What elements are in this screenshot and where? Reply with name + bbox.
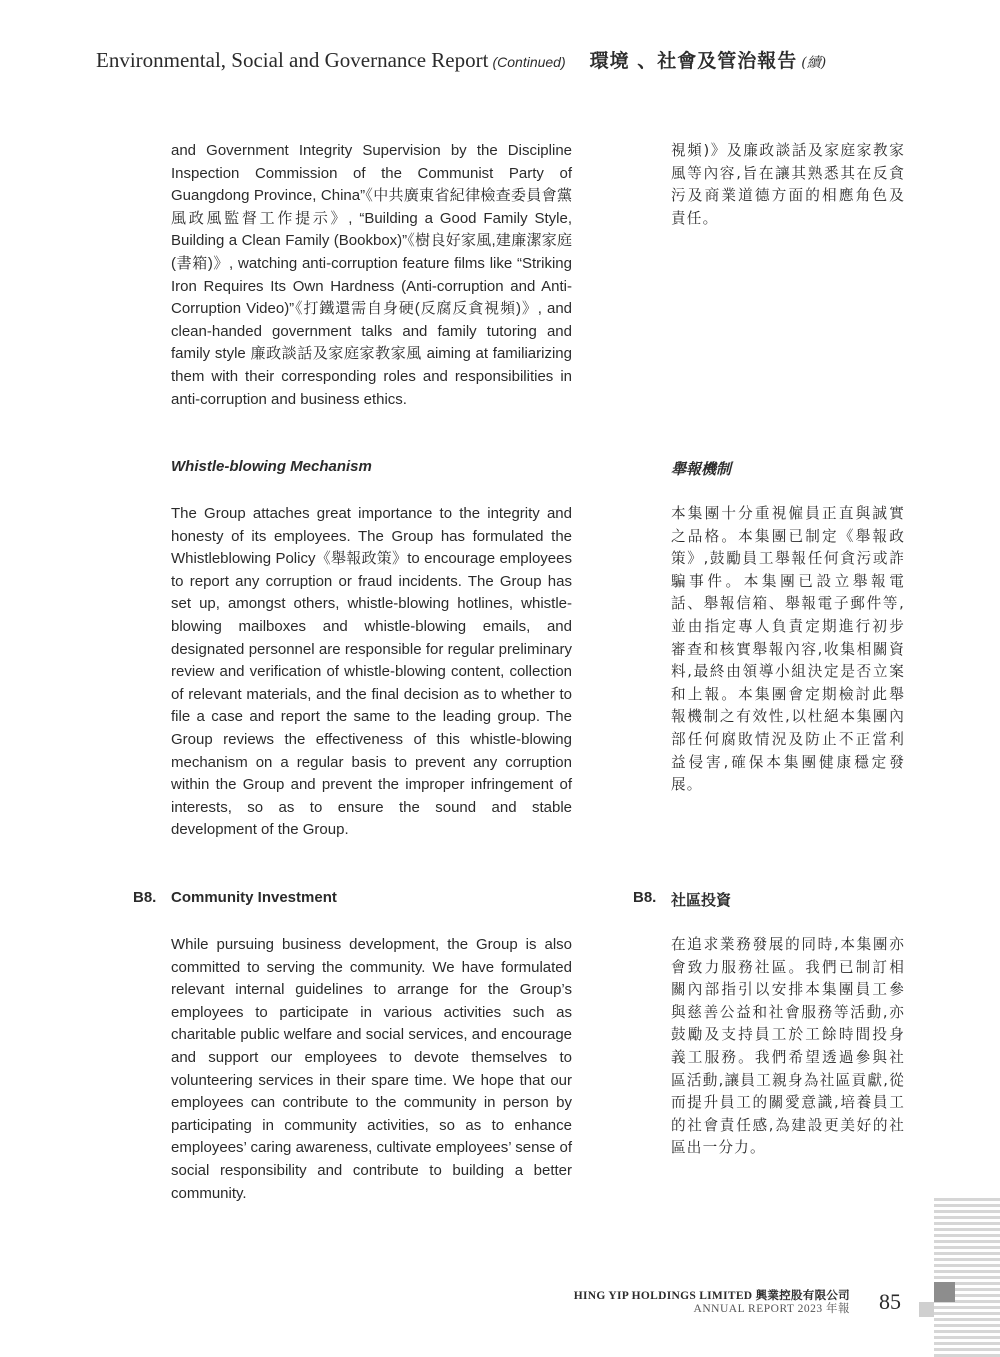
header-continued-en: (Continued) (492, 54, 566, 70)
intro-text-en: and Government Integrity Supervision by the Discipline Inspection Commission of the Communist Party of Guangdong Province, China”《中共廣東省紀律檢查委員會黨風政風監督工作提示》, “Building a Good Family Style, Building a Clean Family (Bookbox)”《樹良好家風,建廉潔家庭(書箱)》, watching anti-corruption feature films like “Striking Iron Requires Its Own Hardness (Anti-corruption and Anti-Corruption Video)”《打鐵還需自身硬(反腐反貪視頻)》, and clean-handed government talks and family tutoring and family style 廉政談話及家庭家教家風 aiming at familiarizing them with their corresponding roles and responsibilities in anti-corruption and business ethics. (171, 142, 572, 408)
whistle-text-zh: 本集團十分重視僱員正直與誠實之品格。本集團已制定《舉報政策》,鼓勵員工舉報任何貪污或詐騙事件。本集團已設立舉報電話、舉報信箱、舉報電子郵件等,並由指定專人負責定期進行初步審查和核實舉報內容,收集相關資料,最終由領導小組決定是否立案和上報。本集團會定期檢討此舉報機制之有效性,以杜絕本集團內部任何腐敗情況及防止不正當利益侵害,確保本集團健康穩定發展。 (671, 505, 905, 794)
intro-paragraph-en (171, 140, 572, 411)
whistle-body-en (171, 503, 572, 842)
whistle-body-zh (671, 503, 905, 797)
header-continued-zh: (續) (801, 55, 827, 71)
whistle-text-en: The Group attaches great importance to the integrity and honesty of its employees. The Group has formulated the Whistleblowing Policy《舉報政策》to encourage employees to report any corruption or fraud incidents. The Group has set up, amongst others, whistle-blowing hotlines, whistle-blowing mailboxes and whistle-blowing emails, and designated personnel are responsible for regular preliminary review and verification of whistle-blowing content, collection of relevant materials, and the final decision as to whether to file a case and report the same to the leading group. The Group reviews the effectiveness of this whistle-blowing mechanism on a regular basis to prevent any corruption within the Group and prevent the improper infringement of interests, so as to ensure the sound and stable development of the Group. (171, 505, 572, 839)
decorative-stripes (934, 1198, 1000, 1357)
running-header (96, 46, 826, 73)
intro-paragraph-zh (671, 140, 905, 230)
decorative-square-dark (934, 1282, 955, 1302)
decorative-square-light (919, 1302, 934, 1317)
page-number: 85 (879, 1289, 901, 1314)
header-title-zh: 環境 、社會及管治報告 (589, 50, 798, 72)
community-text-zh: 在追求業務發展的同時,本集團亦會致力服務社區。我們已制訂相關內部指引以安排本集團員工參與慈善公益和社會服務等活動,亦鼓勵及支持員工於工餘時間投身義工服務。我們希望透過參與社區活動,讓員工親身為社區貢獻,從而提升員工的關愛意識,培養員工的社會責任感,為建設更美好的社區出一分力。 (671, 936, 905, 1157)
footer-report: ANNUAL REPORT 2023 年報 (693, 1303, 850, 1315)
whistle-heading-en: Whistle-blowing Mechanism (171, 458, 372, 475)
whistle-heading-zh: 舉報機制 (671, 460, 732, 478)
footer-company: HING YIP HOLDINGS LIMITED 興業控股有限公司 (573, 1290, 850, 1302)
section-title-en: Community Investment (171, 889, 337, 906)
community-text-en: While pursuing business development, the Group is also committed to serving the community. We have formulated relevant internal guidelines to arrange for the Group’s employees to participate in various activities such as charitable public welfare and social services, and encourage and support our employees to devote themselves to volunteering services in their spare time. We hope that our employees can contribute to the community in person by participating in community activities, so as to enhance employees’ caring awareness, cultivate employees’ sense of social responsibility and contribute to building a better community. (171, 936, 572, 1202)
community-body-en (171, 934, 572, 1205)
community-body-zh (671, 934, 905, 1160)
header-title-en: Environmental, Social and Governance Report (96, 48, 489, 72)
section-number-zh: B8. (633, 889, 657, 906)
section-title-zh: 社區投資 (671, 891, 732, 909)
section-number-en: B8. (133, 889, 157, 906)
intro-text-zh: 視頻)》及廉政談話及家庭家教家風等內容,旨在讓其熟悉其在反貪污及商業道德方面的相應角色及責任。 (671, 142, 905, 227)
